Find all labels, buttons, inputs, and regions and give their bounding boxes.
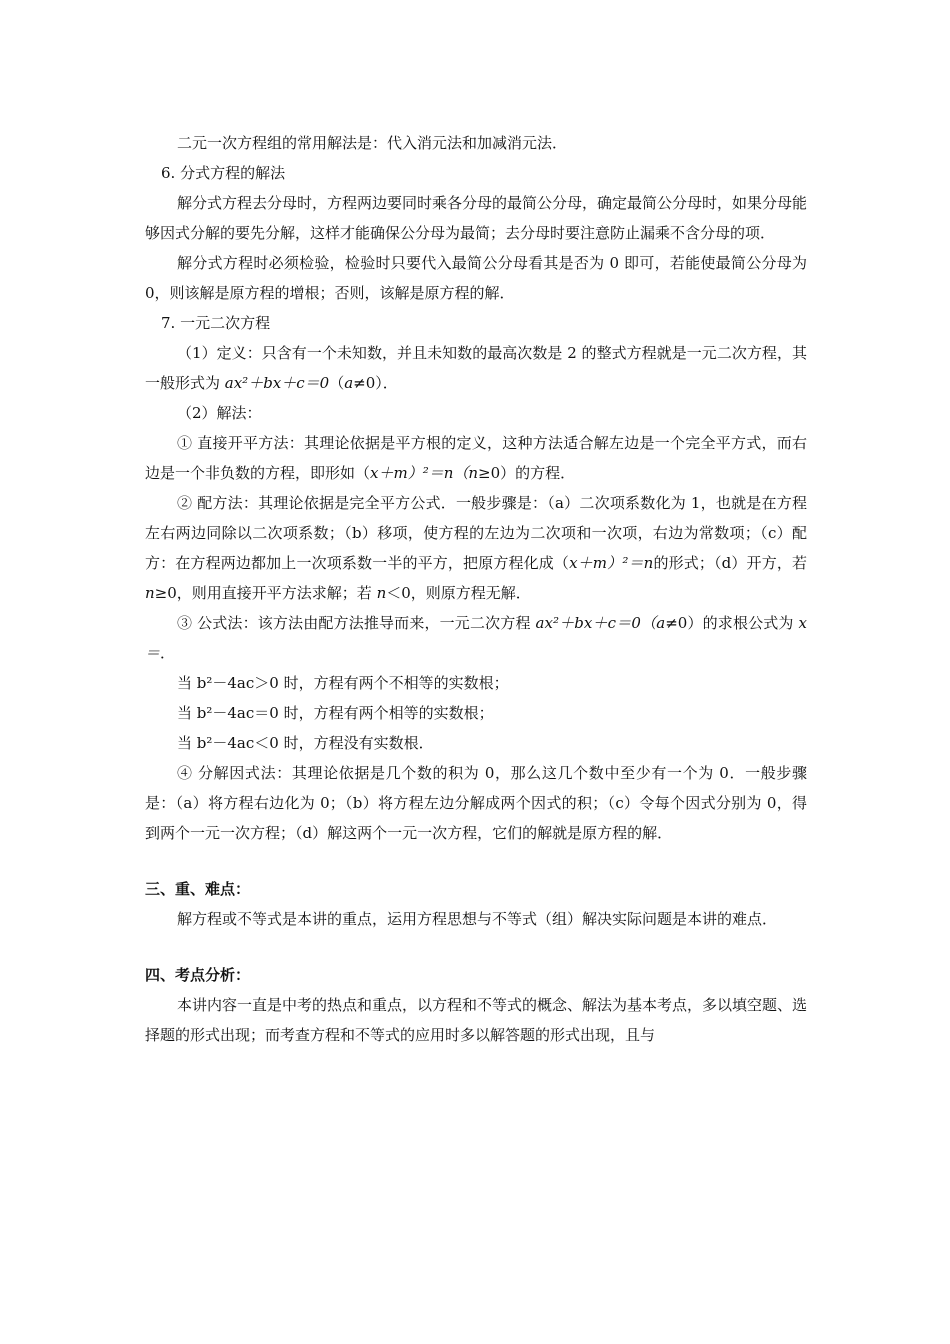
square-form-2: x＋m）²＝n bbox=[569, 554, 654, 572]
general-form-formula-2: ax²＋bx＋c＝0（a bbox=[535, 614, 666, 632]
method3-tail: ． bbox=[160, 644, 176, 662]
section-heading-exam-analysis: 四、考点分析： bbox=[145, 966, 251, 984]
discriminant-zero: 当 b²－4ac＝0 时，方程有两个相等的实数根； bbox=[177, 704, 494, 722]
paragraph-quadratic-formula bbox=[145, 608, 807, 668]
paragraph-quadratic-definition bbox=[145, 338, 807, 398]
paragraph-factoring-method: ④ 分解因式法：其理论依据是几个数的积为 0，那么这几个数中至少有一个为 0．一般步骤是：（a）将方程右边化为 0；（b）将方程左边分解成两个因式的积；（c）令每个因式分别为 0，得到两个一元一次方程；（d）解这两个一元一次方程，它们的解就是原方程的解． bbox=[145, 764, 807, 842]
paragraph-direct-square-root bbox=[145, 428, 807, 488]
square-form: x＋m）²＝n（n bbox=[370, 464, 479, 482]
paren-open: （ bbox=[329, 374, 345, 392]
variable-n-2: n bbox=[376, 584, 387, 602]
method2-tail: ＜0，则原方程无解． bbox=[386, 584, 531, 602]
heading-quadratic-equations: 7. 一元二次方程 bbox=[161, 314, 271, 332]
definition-tail: ≠0）． bbox=[353, 374, 398, 392]
heading-fractional-equations: 6. 分式方程的解法 bbox=[161, 164, 286, 182]
root-formula: x＝ bbox=[145, 614, 807, 662]
method1-tail: ≥0）的方程． bbox=[478, 464, 576, 482]
general-form-formula: ax²＋bx＋c＝0 bbox=[224, 374, 330, 392]
variable-n: n bbox=[145, 584, 155, 602]
paragraph-clearing-denominators: 解分式方程去分母时，方程两边要同时乘各分母的最简公分母，确定最简公分母时，如果分母能够因式分解的要先分解，这样才能确保公分母为最简；去分母时要注意防止漏乘不含分母的项． bbox=[145, 194, 808, 242]
discriminant-positive: 当 b²－4ac＞0 时，方程有两个不相等的实数根； bbox=[177, 674, 509, 692]
definition-text: （1）定义：只含有一个未知数，并且未知数的最高次数是 2 的整式方程就是一元二次方程，其一般形式为 bbox=[145, 344, 807, 392]
method2-mid2: ≥0，则用直接开平方法求解；若 bbox=[154, 584, 377, 602]
paragraph-linear-system-methods: 二元一次方程组的常用解法是：代入消元法和加减消元法． bbox=[177, 134, 568, 152]
variable-a: a bbox=[344, 374, 354, 392]
paragraph-exam-analysis: 本讲内容一直是中考的热点和重点，以方程和不等式的概念、解法为基本考点，多以填空题、选择题的形式出现；而考查方程和不等式的应用时多以解答题的形式出现，且与 bbox=[145, 996, 808, 1044]
method2-mid: 的形式；（d）开方，若 bbox=[653, 554, 807, 572]
paragraph-key-points: 解方程或不等式是本讲的重点，运用方程思想与不等式（组）解决实际问题是本讲的难点． bbox=[177, 910, 778, 928]
paragraph-checking-roots: 解分式方程时必须检验，检验时只要代入最简公分母看其是否为 0 即可，若能使最简公分母为 0，则该解是原方程的增根；否则，该解是原方程的解． bbox=[145, 254, 807, 302]
method3-mid: ≠0）的求根公式为 bbox=[665, 614, 799, 632]
section-heading-key-points: 三、重、难点： bbox=[145, 880, 251, 898]
heading-solution-methods: （2）解法： bbox=[177, 404, 262, 422]
discriminant-negative: 当 b²－4ac＜0 时，方程没有实数根． bbox=[177, 734, 434, 752]
document-page bbox=[145, 128, 807, 1050]
method3-text: ③ 公式法：该方法由配方法推导而来，一元二次方程 bbox=[177, 614, 536, 632]
method2-text: ② 配方法：其理论依据是完全平方公式．一般步骤是：（a）二次项系数化为 1，也就是在方程左右两边同除以二次项系数；（b）移项，使方程的左边为二次项和一次项，右边为常数项；（c）配方：在方程两边都加上一次项系数一半的平方，把原方程化成（ bbox=[145, 494, 807, 572]
method1-text: ① 直接开平方法：其理论依据是平方根的定义，这种方法适合解左边是一个完全平方式，而右边是一个非负数的方程，即形如（ bbox=[145, 434, 807, 482]
paragraph-completing-square bbox=[145, 488, 807, 608]
